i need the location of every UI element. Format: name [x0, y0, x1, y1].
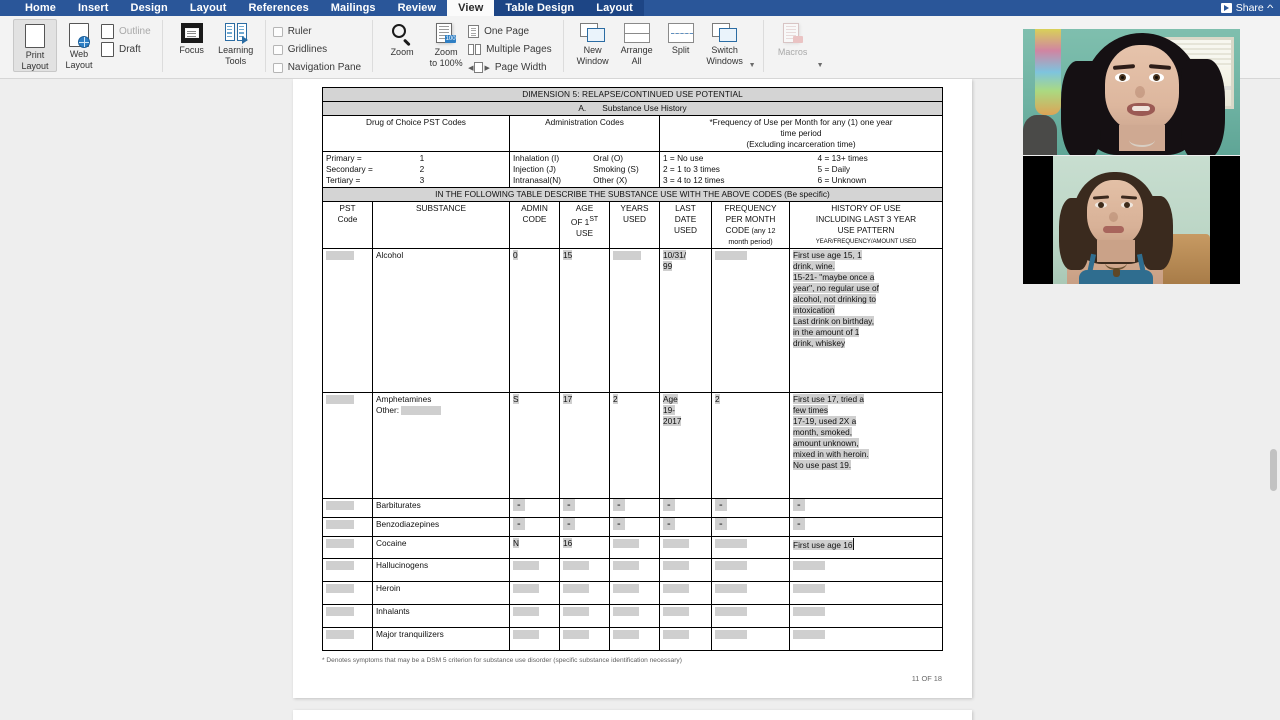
learning-tools-label-line1: Learning — [218, 45, 254, 55]
outline-view-button[interactable] — [101, 23, 155, 40]
redacted-field — [401, 406, 441, 415]
cell-admin-code[interactable] — [510, 605, 560, 628]
ribbon-group-immersive — [163, 16, 265, 79]
outline-icon — [101, 24, 114, 39]
decor-ribbon-object — [1035, 29, 1061, 115]
substance-name: Amphetamines — [376, 394, 432, 404]
pst-primary-label: Primary = — [326, 153, 362, 163]
gridlines-label: Gridlines — [287, 44, 328, 55]
cell-frequency-code[interactable] — [712, 628, 790, 651]
web-layout-button[interactable] — [57, 19, 101, 70]
legend-header-admin: Administration Codes — [510, 116, 660, 152]
redacted-field — [793, 607, 825, 616]
frequency-codes-cell — [660, 152, 943, 188]
next-document-page[interactable] — [293, 710, 972, 720]
redacted-field — [563, 584, 589, 593]
tab-references[interactable]: References — [248, 2, 309, 14]
focus-label: Focus — [179, 45, 204, 55]
arrange-all-button[interactable] — [615, 19, 659, 66]
cell-last-date-used[interactable]: - — [660, 518, 712, 537]
ribbon-tab-bar — [0, 0, 1280, 16]
tab-insert[interactable]: Insert — [77, 2, 109, 14]
pst-code-row — [326, 164, 506, 175]
cell-age-first-use[interactable]: 16 — [560, 537, 610, 559]
cell-age-first-use[interactable]: - — [560, 518, 610, 537]
admin-smoking: Smoking (S) — [593, 164, 639, 174]
legend-header-pst: Drug of Choice PST Codes — [323, 116, 510, 152]
cell-last-date-used[interactable]: - — [660, 499, 712, 518]
substance-use-history-form — [322, 87, 942, 651]
print-layout-icon — [25, 24, 45, 48]
table-row[interactable] — [323, 249, 943, 393]
redacted-field — [715, 561, 747, 570]
cell-last-date-used[interactable] — [660, 537, 712, 559]
cell-age-first-use[interactable] — [560, 628, 610, 651]
tab-design[interactable]: Design — [130, 2, 168, 14]
freq-code-2: 2 = 1 to 3 times — [663, 164, 720, 174]
cell-admin-code[interactable]: N — [510, 537, 560, 559]
tab-review[interactable]: Review — [397, 2, 437, 14]
cell-substance: Barbiturates — [373, 499, 510, 518]
cell-last-date-used[interactable]: Age 19- 2017 — [660, 393, 712, 499]
freq-code-5: 5 = Daily — [817, 164, 851, 174]
cell-frequency-code[interactable]: - — [712, 518, 790, 537]
cell-pst-code[interactable] — [323, 605, 373, 628]
participant-video-top[interactable] — [1023, 29, 1240, 155]
switch-windows-label-line1: Switch — [711, 45, 738, 55]
ruler-checkbox[interactable] — [273, 27, 283, 37]
cell-frequency-code[interactable] — [712, 537, 790, 559]
cell-years-used[interactable] — [610, 559, 660, 582]
table-row[interactable] — [323, 628, 943, 651]
redacted-field — [793, 584, 825, 593]
redacted-field — [663, 584, 689, 593]
form-table — [322, 87, 943, 651]
video-frame-bottom — [1023, 156, 1240, 284]
one-page-label: One Page — [484, 26, 530, 37]
cell-history-of-use[interactable]: First use 17, tried a few times 17-19, used 2X a month, smoked, amount unknown, mixed in with heroin. No use past 19. — [790, 393, 943, 499]
cell-pst-code[interactable] — [323, 518, 373, 537]
redacted-field — [326, 501, 354, 510]
col-years-used: YEARS USED — [610, 202, 660, 249]
col-frequency-per-month: FREQUENCY PER MONTH CODE (any 12 month period) — [712, 202, 790, 249]
document-page[interactable] — [293, 79, 972, 698]
cell-history-of-use[interactable]: - — [790, 518, 943, 537]
admin-code-row — [513, 153, 656, 164]
cell-admin-code[interactable]: - — [510, 518, 560, 537]
show-checkbox-list — [273, 19, 365, 76]
table-row[interactable] — [323, 605, 943, 628]
cell-admin-code[interactable] — [510, 628, 560, 651]
frequency-code-row — [663, 164, 939, 175]
frequency-code-row — [663, 175, 939, 186]
tab-view[interactable]: View — [447, 0, 494, 16]
cell-years-used[interactable]: - — [610, 518, 660, 537]
navigation-pane-label: Navigation Pane — [287, 62, 362, 73]
redacted-field — [563, 607, 589, 616]
learning-tools-icon — [225, 23, 247, 43]
draft-view-button[interactable] — [101, 41, 155, 58]
cell-substance: Hallucinogens — [373, 559, 510, 582]
cell-admin-code[interactable]: S — [510, 393, 560, 499]
cell-last-date-used[interactable] — [660, 559, 712, 582]
table-row[interactable] — [323, 518, 943, 537]
magnifier-icon — [391, 23, 413, 45]
zoom-100-icon: 100 — [436, 23, 456, 45]
ribbon-group-macros — [764, 16, 831, 79]
cell-substance: Heroin — [373, 582, 510, 605]
redacted-field — [326, 584, 354, 593]
redacted-field — [663, 607, 689, 616]
cell-age-first-use[interactable] — [560, 582, 610, 605]
cell-years-used[interactable] — [610, 249, 660, 393]
cell-history-of-use[interactable]: First use age 16 — [790, 537, 943, 559]
cell-years-used[interactable] — [610, 582, 660, 605]
cell-pst-code[interactable] — [323, 628, 373, 651]
navigation-pane-checkbox[interactable] — [273, 63, 283, 73]
multiple-pages-label: Multiple Pages — [486, 44, 552, 55]
cell-last-date-used[interactable] — [660, 582, 712, 605]
person-nose — [1135, 86, 1145, 98]
foreground-object — [1023, 115, 1057, 155]
print-layout-label-line2: Layout — [21, 60, 49, 71]
redacted-field — [326, 539, 354, 548]
print-layout-button[interactable] — [13, 19, 57, 72]
vertical-scrollbar-thumb[interactable] — [1270, 449, 1277, 491]
cell-years-used[interactable]: - — [610, 499, 660, 518]
cell-history-of-use[interactable]: First use age 15, 1 drink, wine. 15-21- "maybe once a year", no regular use of alcohol, not drinking to intoxication Last drink on birthday, in the amount of 1 drink, whiskey — [790, 249, 943, 393]
draft-label: Draft — [119, 44, 141, 55]
cell-pst-code[interactable] — [323, 393, 373, 499]
cell-admin-code[interactable] — [510, 582, 560, 605]
zoom-100-label-line2: to 100% — [429, 57, 463, 68]
redacted-field — [663, 561, 689, 570]
other-label: Other: — [376, 405, 400, 415]
zoom-100-label-line1: Zoom — [434, 47, 458, 57]
redacted-field — [326, 251, 354, 260]
pst-codes-cell — [323, 152, 510, 188]
new-window-icon — [580, 23, 606, 43]
tab-layout[interactable]: Layout — [189, 2, 227, 14]
zoom-100-button[interactable] — [424, 19, 468, 68]
cell-history-of-use[interactable] — [790, 628, 943, 651]
collapse-ribbon-chevron-icon[interactable]: ^ — [1266, 3, 1274, 13]
macros-label: Macros — [777, 47, 808, 57]
frequency-code-row — [663, 153, 939, 164]
admin-injection: Injection (J) — [513, 164, 556, 174]
ruler-checkbox-row[interactable] — [273, 23, 365, 40]
redacted-field — [326, 561, 354, 570]
dimension-title-row — [323, 88, 943, 102]
redacted-field — [793, 630, 825, 639]
col-pst-code: PST Code — [323, 202, 373, 249]
cell-pst-code[interactable] — [323, 582, 373, 605]
cell-substance — [373, 393, 510, 499]
switch-windows-button[interactable] — [703, 19, 747, 66]
split-button[interactable] — [659, 19, 703, 56]
split-icon — [668, 23, 694, 43]
legend-header-frequency — [660, 116, 943, 152]
pst-tertiary-label: Tertiary = — [326, 175, 361, 185]
zoom-small-buttons — [468, 19, 556, 76]
section-title-row — [323, 102, 943, 116]
cell-frequency-code[interactable] — [712, 559, 790, 582]
zoom-label: Zoom — [390, 47, 414, 57]
share-icon — [1221, 3, 1232, 13]
admin-inhalation: Inhalation (I) — [513, 153, 560, 163]
zoom-button[interactable] — [380, 19, 424, 58]
person-eye-right — [1121, 202, 1133, 208]
cell-substance: Inhalants — [373, 605, 510, 628]
cell-last-date-used[interactable]: 10/31/ 99 — [660, 249, 712, 393]
redacted-field — [513, 584, 539, 593]
new-window-button[interactable] — [571, 19, 615, 66]
admin-code-row — [513, 175, 656, 186]
cell-substance: Alcohol — [373, 249, 510, 393]
one-page-button[interactable] — [468, 23, 556, 40]
new-window-label-line1: New — [583, 45, 602, 55]
cell-admin-code[interactable] — [510, 559, 560, 582]
cell-substance: Cocaine — [373, 537, 510, 559]
ribbon-group-views — [6, 16, 162, 79]
frequency-header-line3: (Excluding incarceration time) — [746, 139, 856, 149]
admin-oral: Oral (O) — [593, 153, 624, 163]
table-row[interactable] — [323, 499, 943, 518]
col-age-first-use: AGE OF 1ST USE — [560, 202, 610, 249]
frequency-header-line2: time period — [780, 128, 822, 138]
instruction-row — [323, 188, 943, 202]
cell-years-used[interactable]: 2 — [610, 393, 660, 499]
ribbon-group-zoom — [373, 16, 563, 79]
cell-last-date-used[interactable] — [660, 628, 712, 651]
col-last-date-used: LAST DATE USED — [660, 202, 712, 249]
cell-last-date-used[interactable] — [660, 605, 712, 628]
cell-frequency-code[interactable] — [712, 249, 790, 393]
person-mouth — [1127, 103, 1155, 116]
cell-pst-code[interactable] — [323, 249, 373, 393]
text-cursor — [853, 538, 854, 550]
draft-icon — [101, 42, 114, 57]
macros-button[interactable] — [771, 19, 815, 58]
tabbar-left-spacer — [0, 0, 14, 16]
tab-table-design[interactable]: Table Design — [494, 0, 585, 16]
views-small-buttons — [101, 19, 155, 58]
arrange-all-icon — [624, 23, 650, 43]
web-layout-label-line2: Layout — [65, 59, 93, 70]
redacted-field — [513, 607, 539, 616]
admin-intranasal: Intranasal(N) — [513, 175, 561, 185]
cell-pst-code[interactable] — [323, 559, 373, 582]
switch-windows-icon — [712, 23, 738, 43]
focus-button[interactable] — [170, 19, 214, 56]
person-eye-left — [1115, 73, 1130, 82]
print-layout-label-line1: Print — [25, 50, 45, 60]
person-necklace — [1129, 133, 1155, 147]
redacted-field — [613, 607, 639, 616]
person-nose — [1109, 212, 1118, 222]
split-label: Split — [671, 45, 690, 55]
page-width-icon: ◀ ▶ — [468, 62, 490, 73]
table-row[interactable] — [323, 582, 943, 605]
cell-years-used[interactable] — [610, 537, 660, 559]
freq-code-6: 6 = Unknown — [817, 175, 867, 185]
cell-age-first-use[interactable]: - — [560, 499, 610, 518]
new-window-label-line2: Window — [576, 55, 609, 66]
section-title: Substance Use History — [602, 103, 687, 113]
cell-age-first-use[interactable]: 15 — [560, 249, 610, 393]
frequency-header-line1: *Frequency of Use per Month for any (1) one year — [709, 117, 893, 127]
switch-windows-dropdown-caret-icon[interactable]: ▼ — [748, 62, 756, 69]
cell-substance: Benzodiazepines — [373, 518, 510, 537]
cell-pst-code[interactable] — [323, 499, 373, 518]
redacted-field — [613, 561, 639, 570]
redacted-field — [613, 251, 641, 260]
cell-age-first-use[interactable]: 17 — [560, 393, 610, 499]
cell-history-of-use[interactable] — [790, 559, 943, 582]
learning-tools-button[interactable] — [214, 19, 258, 66]
outline-label: Outline — [119, 26, 151, 37]
cell-years-used[interactable] — [610, 628, 660, 651]
page-width-button[interactable] — [468, 59, 556, 76]
footnote-text: * Denotes symptoms that may be a DSM 5 criterion for substance use disorder (specific substance identification necessary) — [322, 657, 682, 664]
col-admin-code: ADMIN CODE — [510, 202, 560, 249]
learning-tools-label-line2: Tools — [225, 55, 247, 66]
pst-secondary-value: 2 — [419, 164, 425, 174]
gridlines-checkbox-row[interactable] — [273, 41, 365, 58]
person-eye-left — [1095, 202, 1107, 208]
cell-frequency-code[interactable]: - — [712, 499, 790, 518]
pst-primary-value: 1 — [419, 153, 425, 163]
tab-mailings[interactable]: Mailings — [330, 2, 376, 14]
navigation-pane-checkbox-row[interactable] — [273, 59, 365, 76]
cell-admin-code[interactable]: - — [510, 499, 560, 518]
redacted-field — [563, 561, 589, 570]
col-substance: SUBSTANCE — [373, 202, 510, 249]
gridlines-checkbox[interactable] — [273, 45, 283, 55]
multiple-pages-button[interactable] — [468, 41, 556, 58]
macros-icon — [783, 23, 803, 45]
redacted-field — [326, 630, 354, 639]
pst-secondary-label: Secondary = — [326, 164, 373, 174]
ribbon-group-window — [564, 16, 763, 79]
dimension-title: DIMENSION 5: RELAPSE/CONTINUED USE POTENTIAL — [323, 88, 943, 102]
redacted-field — [793, 561, 825, 570]
pst-code-row — [326, 175, 506, 186]
legend-header-row — [323, 116, 943, 152]
person-mouth — [1103, 226, 1124, 233]
redacted-field — [613, 539, 639, 548]
ribbon-group-show — [266, 16, 372, 79]
web-layout-icon — [69, 23, 89, 47]
page-number: 11 OF 18 — [911, 674, 942, 683]
redacted-field — [715, 630, 747, 639]
vertical-scrollbar[interactable] — [1267, 79, 1280, 720]
redacted-field — [715, 539, 747, 548]
col-history-of-use: HISTORY OF USE INCLUDING LAST 3 YEAR USE PATTERN YEAR/FREQUENCY/AMOUNT USED — [790, 202, 943, 249]
share-button-label[interactable]: Share — [1235, 2, 1264, 14]
freq-code-4: 4 = 13+ times — [817, 153, 868, 163]
multiple-pages-icon — [468, 44, 481, 55]
redacted-field — [613, 630, 639, 639]
ribbon-right-controls — [1221, 0, 1280, 16]
substance-other-row — [376, 405, 506, 416]
table-row[interactable] — [323, 393, 943, 499]
redacted-field — [563, 630, 589, 639]
cell-frequency-code[interactable] — [712, 605, 790, 628]
redacted-field — [326, 395, 354, 404]
admin-code-row — [513, 164, 656, 175]
cell-substance: Major tranquilizers — [373, 628, 510, 651]
web-layout-label-line1: Web — [69, 49, 89, 59]
focus-icon — [181, 23, 203, 43]
legend-values-row — [323, 152, 943, 188]
redacted-field — [663, 539, 689, 548]
cell-admin-code[interactable]: 0 — [510, 249, 560, 393]
switch-windows-label-line2: Windows — [706, 55, 743, 66]
admin-codes-cell — [510, 152, 660, 188]
cell-age-first-use[interactable] — [560, 559, 610, 582]
redacted-field — [513, 630, 539, 639]
table-row[interactable] — [323, 537, 943, 559]
redacted-field — [715, 607, 747, 616]
cell-history-of-use[interactable]: - — [790, 499, 943, 518]
macros-dropdown-caret-icon[interactable]: ▼ — [816, 62, 824, 69]
video-frame-top — [1023, 29, 1240, 155]
person-eye-right — [1149, 73, 1164, 82]
tab-home[interactable]: Home — [25, 2, 56, 14]
cell-frequency-code[interactable] — [712, 582, 790, 605]
arrange-all-label-line2: All — [631, 55, 642, 66]
redacted-field — [513, 561, 539, 570]
page-width-label: Page Width — [494, 62, 547, 73]
tab-table-layout[interactable]: Layout — [585, 0, 644, 16]
cell-years-used[interactable] — [610, 605, 660, 628]
column-header-row — [323, 202, 943, 249]
redacted-field — [613, 584, 639, 593]
table-row[interactable] — [323, 559, 943, 582]
cell-history-of-use[interactable] — [790, 582, 943, 605]
instruction-text: IN THE FOLLOWING TABLE DESCRIBE THE SUBSTANCE USE WITH THE ABOVE CODES (Be specific) — [323, 188, 943, 202]
cell-history-of-use[interactable] — [790, 605, 943, 628]
redacted-field — [715, 584, 747, 593]
section-title-cell — [323, 102, 943, 116]
redacted-field — [715, 251, 747, 260]
cell-frequency-code[interactable]: 2 — [712, 393, 790, 499]
freq-code-3: 3 = 4 to 12 times — [663, 175, 725, 185]
one-page-icon — [468, 25, 479, 38]
redacted-field — [663, 630, 689, 639]
section-letter: A. — [578, 103, 587, 113]
necklace-pendant — [1113, 268, 1120, 277]
pst-tertiary-value: 3 — [419, 175, 425, 185]
redacted-field — [326, 607, 354, 616]
cell-pst-code[interactable] — [323, 537, 373, 559]
pst-code-row — [326, 153, 506, 164]
arrange-all-label-line1: Arrange — [620, 45, 653, 55]
cell-age-first-use[interactable] — [560, 605, 610, 628]
participant-video-bottom[interactable] — [1023, 156, 1240, 284]
redacted-field — [326, 520, 354, 529]
admin-other: Other (X) — [593, 175, 628, 185]
ruler-label: Ruler — [287, 26, 312, 37]
freq-code-1: 1 = No use — [663, 153, 704, 163]
